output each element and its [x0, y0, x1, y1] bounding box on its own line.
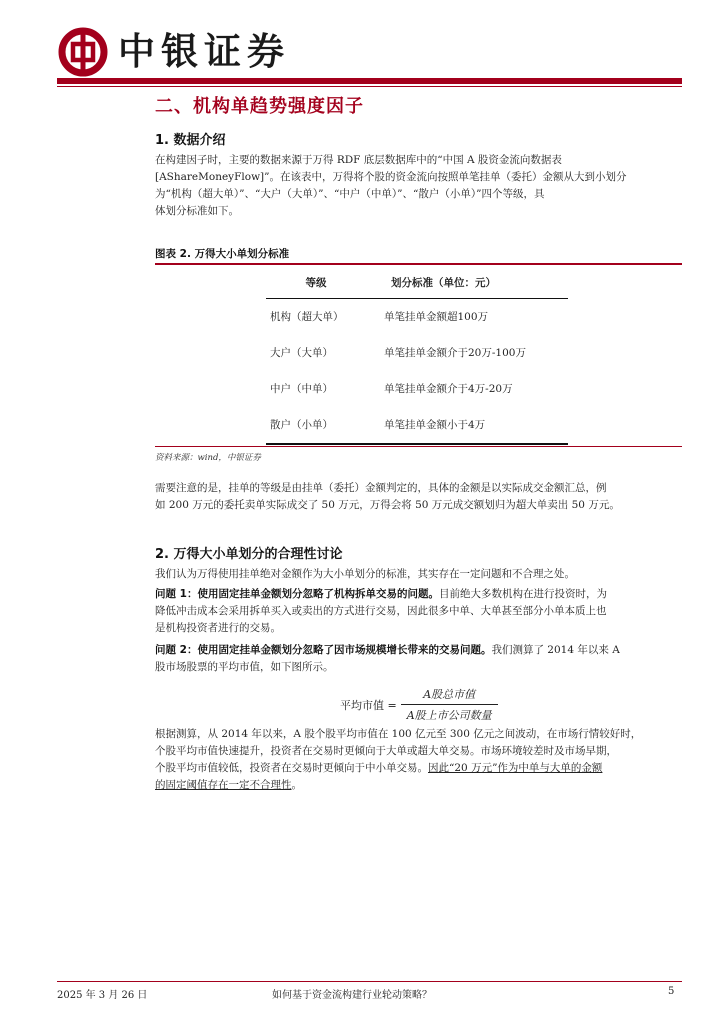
figure-top-rule: [155, 263, 682, 265]
s1-paragraph: [155, 152, 681, 220]
s1-line: [AShareMoneyFlow]”。在该表中，万得将个股的资金流向按照单笔挂单（委托）金额从大到小划分: [155, 171, 627, 183]
header-level: 等级: [305, 277, 327, 289]
q1-paragraph: [155, 586, 681, 637]
final-underlined-b: 的固定阈值存在一定不合理性: [155, 779, 292, 791]
q2-paragraph: [155, 642, 681, 676]
row-standard: 单笔挂单金额超100万: [384, 311, 489, 323]
final-underlined-a: 因此“20 万元”作为中单与大单的金额: [428, 762, 603, 774]
table-row: [266, 299, 568, 335]
note-line: 需要注意的是，挂单的等级是由挂单（委托）金额判定的，具体的金额是以实际成交金额汇总，例: [155, 482, 607, 494]
s2-heading: 2. 万得大小单划分的合理性讨论: [155, 547, 343, 562]
figure-bottom-rule: [155, 446, 682, 447]
s2-intro: 我们认为万得使用挂单绝对金额作为大小单划分的标准，其实存在一定问题和不合理之处。: [155, 568, 575, 580]
table-header: [266, 270, 568, 298]
q1-text: 目前绝大多数机构在进行投资时，为: [438, 588, 607, 600]
q2-line: 股市场股票的平均市值，如下图所示。: [155, 661, 334, 673]
brand-name: 中银证券: [118, 30, 290, 73]
final-line: 个股平均市值快速提升，投资者在交易时更倾向于大单或超大单交易。市场环境较差时及市场早期，: [155, 745, 617, 757]
s1-line: 体划分标准如下。: [155, 205, 239, 217]
table-row: [266, 407, 568, 443]
q2-line: [155, 642, 681, 659]
q1-line: 是机构投资者进行的交易。: [155, 622, 281, 634]
page-number: 5: [668, 986, 675, 997]
footer-title: 如何基于资金流构建行业轮动策略？: [272, 990, 432, 1001]
standard-table: [266, 270, 568, 445]
boc-logo-icon: [57, 26, 109, 78]
final-text: 个股平均市值较低，投资者在交易时更倾向于中小单交易。: [155, 762, 428, 774]
header-rule: [57, 78, 682, 84]
formula-numerator: A股总市值: [423, 688, 476, 701]
section-title: 二、机构单趋势强度因子: [155, 96, 364, 117]
row-level: 机构（超大单）: [270, 311, 344, 323]
final-paragraph: [155, 726, 681, 794]
formula-fraction: [401, 686, 498, 723]
final-line: 根据测算，从 2014 年以来，A 股个股平均市值在 100 亿元至 300 亿元之间波动，在市场行情较好时，: [155, 728, 642, 740]
average-market-cap-formula: [340, 686, 498, 723]
footer-date: 2025 年 3 月 26 日: [57, 990, 148, 1001]
note-paragraph: [155, 480, 681, 514]
s1-line: 在构建因子时，主要的数据来源于万得 RDF 底层数据库中的“中国 A 股资金流向数据表: [155, 154, 562, 166]
s1-line: 为“机构（超大单）”、“大户（大单）”、“中户（中单）”、“散户（小单）”四个等级，具: [155, 188, 545, 200]
final-line: [155, 760, 681, 777]
s1-heading: 1. 数据介绍: [155, 133, 226, 148]
row-level: 大户（大单）: [270, 347, 333, 359]
header-standard: 划分标准（单位：元）: [391, 277, 496, 289]
table-bottom-rule: [266, 443, 568, 445]
q1-title: 问题 1：使用固定挂单金额划分忽略了机构拆单交易的问题。: [155, 588, 439, 600]
figure-caption: 图表 2. 万得大小单划分标准: [155, 248, 290, 260]
final-line: [155, 777, 681, 794]
q1-line: [155, 586, 681, 603]
note-line: 如 200 万元的委托卖单实际成交了 50 万元，万得会将 50 万元成交额划归为超大单卖出 50 万元。: [155, 499, 620, 511]
q1-line: 降低冲击成本会采用拆单买入或卖出的方式进行交易，因此很多中单、大单甚至部分小单本质上也: [155, 605, 607, 617]
header-rule-thin: [57, 86, 682, 87]
formula-denominator: A股上市公司数量: [406, 709, 492, 722]
formula-lhs: 平均市值 =: [340, 698, 397, 712]
table-row: [266, 335, 568, 371]
q2-text: 我们测算了 2014 年以来 A: [491, 644, 620, 656]
table-row: [266, 371, 568, 407]
q2-title: 问题 2：使用固定挂单金额划分忽略了因市场规模增长带来的交易问题。: [155, 644, 492, 656]
final-end: 。: [291, 779, 302, 791]
brand-logo: [57, 26, 290, 78]
row-standard: 单笔挂单金额介于20万-100万: [384, 347, 526, 359]
row-standard: 单笔挂单金额介于4万-20万: [384, 383, 513, 395]
row-standard: 单笔挂单金额小于4万: [384, 419, 486, 431]
footer-rule: [57, 981, 682, 982]
row-level: 中户（中单）: [270, 383, 333, 395]
row-level: 散户（小单）: [270, 419, 333, 431]
figure-source: 资料来源：wind，中银证券: [155, 453, 261, 463]
